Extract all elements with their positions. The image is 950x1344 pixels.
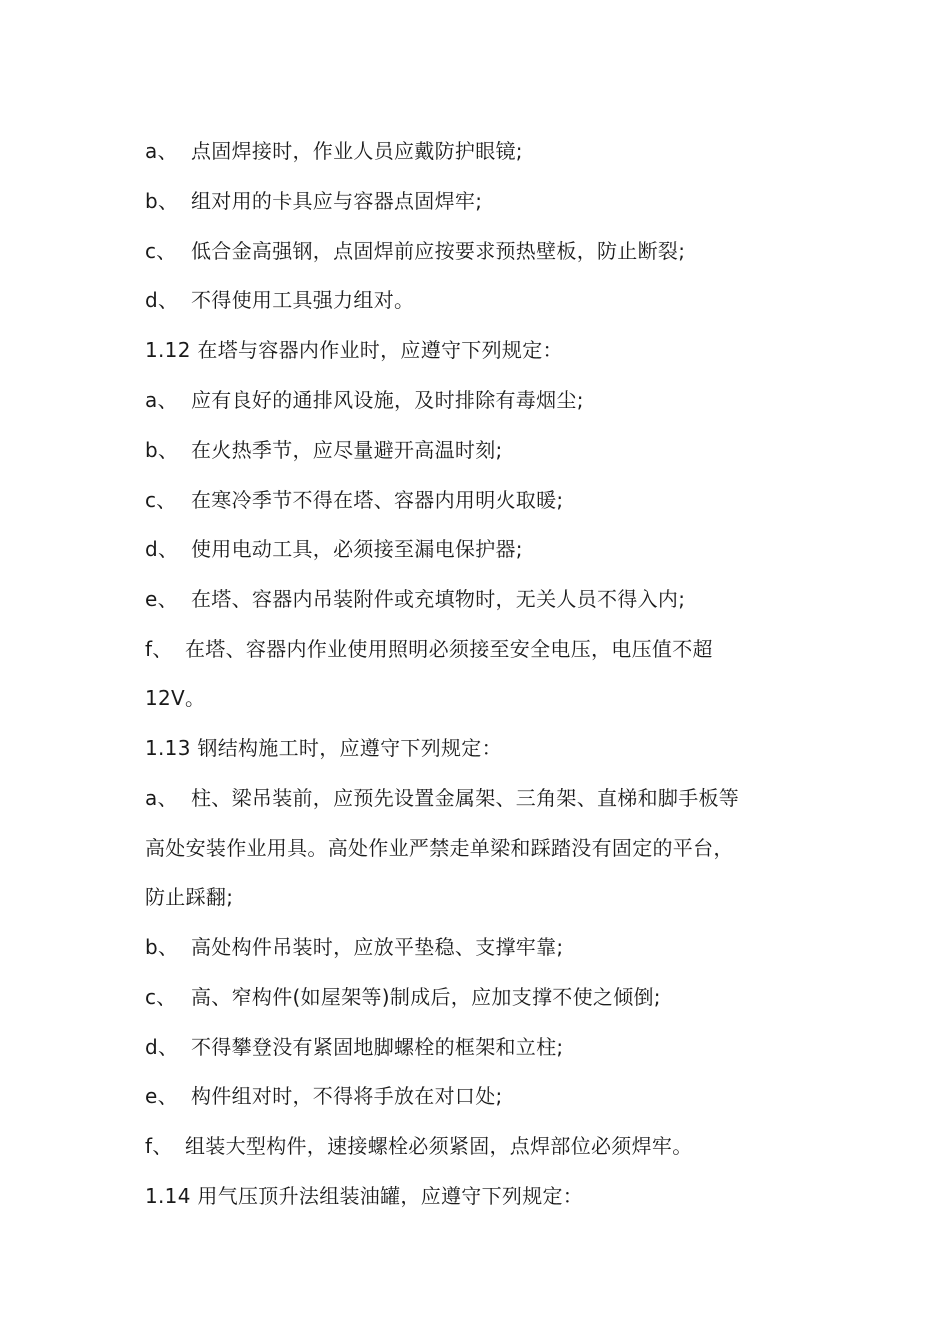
list-marker: f、 bbox=[145, 1134, 173, 1158]
continuation-text: 12V。 bbox=[145, 686, 206, 710]
list-marker: d、 bbox=[145, 288, 179, 312]
continuation-line bbox=[145, 834, 825, 862]
list-item-text: 不得使用工具强力组对。 bbox=[191, 288, 415, 312]
list-marker: d、 bbox=[145, 537, 179, 561]
section-heading-text: 1.14 用气压顶升法组装油罐，应遵守下列规定： bbox=[145, 1184, 584, 1208]
list-marker: c、 bbox=[145, 985, 177, 1009]
list-item-text: 在塔、容器内作业使用照明必须接至安全电压，电压值不超 bbox=[185, 637, 713, 661]
list-item bbox=[145, 436, 825, 464]
list-item bbox=[145, 983, 825, 1011]
list-item-text: 构件组对时，不得将手放在对口处; bbox=[191, 1084, 503, 1108]
list-item-text: 高、窄构件(如屋架等)制成后，应加支撑不使之倾倒; bbox=[191, 985, 661, 1009]
list-item bbox=[145, 784, 825, 812]
list-item-text: 在塔、容器内吊装附件或充填物时，无关人员不得入内; bbox=[191, 587, 686, 611]
list-item-text: 应有良好的通排风设施，及时排除有毒烟尘; bbox=[191, 388, 584, 412]
list-marker: d、 bbox=[145, 1035, 179, 1059]
list-item bbox=[145, 1132, 825, 1160]
list-item bbox=[145, 486, 825, 514]
section-heading bbox=[145, 1182, 825, 1210]
list-marker: a、 bbox=[145, 139, 178, 163]
list-item bbox=[145, 933, 825, 961]
list-marker: c、 bbox=[145, 239, 177, 263]
list-item-text: 使用电动工具，必须接至漏电保护器; bbox=[191, 537, 523, 561]
list-marker: b、 bbox=[145, 935, 179, 959]
continuation-line bbox=[145, 684, 825, 712]
list-item bbox=[145, 585, 825, 613]
list-item-text: 组对用的卡具应与容器点固焊牢; bbox=[191, 189, 483, 213]
list-item-text: 组装大型构件，速接螺栓必须紧固，点焊部位必须焊牢。 bbox=[185, 1134, 693, 1158]
section-heading bbox=[145, 734, 825, 762]
list-item bbox=[145, 635, 825, 663]
list-item-text: 在寒冷季节不得在塔、容器内用明火取暖; bbox=[191, 488, 564, 512]
continuation-text: 防止踩翻; bbox=[145, 885, 234, 909]
list-item bbox=[145, 137, 825, 165]
list-marker: f、 bbox=[145, 637, 173, 661]
list-marker: b、 bbox=[145, 438, 179, 462]
list-marker: e、 bbox=[145, 587, 178, 611]
list-marker: a、 bbox=[145, 786, 178, 810]
list-item-text: 柱、梁吊装前，应预先设置金属架、三角架、直梯和脚手板等 bbox=[191, 786, 740, 810]
list-marker: b、 bbox=[145, 189, 179, 213]
continuation-text: 高处安装作业用具。高处作业严禁走单梁和踩踏没有固定的平台， bbox=[145, 836, 734, 860]
section-heading-text: 1.13 钢结构施工时，应遵守下列规定： bbox=[145, 736, 502, 760]
section-heading bbox=[145, 336, 825, 364]
list-item bbox=[145, 1082, 825, 1110]
list-item bbox=[145, 535, 825, 563]
list-item bbox=[145, 237, 825, 265]
list-item-text: 低合金高强钢，点固焊前应按要求预热壁板，防止断裂; bbox=[191, 239, 686, 263]
list-item bbox=[145, 286, 825, 314]
section-heading-text: 1.12 在塔与容器内作业时，应遵守下列规定： bbox=[145, 338, 563, 362]
list-marker: e、 bbox=[145, 1084, 178, 1108]
list-item bbox=[145, 1033, 825, 1061]
list-item bbox=[145, 386, 825, 414]
list-item-text: 点固焊接时，作业人员应戴防护眼镜; bbox=[191, 139, 523, 163]
list-marker: c、 bbox=[145, 488, 177, 512]
list-item-text: 不得攀登没有紧固地脚螺栓的框架和立柱; bbox=[191, 1035, 564, 1059]
list-marker: a、 bbox=[145, 388, 178, 412]
list-item-text: 在火热季节，应尽量避开高温时刻; bbox=[191, 438, 503, 462]
list-item bbox=[145, 187, 825, 215]
list-item-text: 高处构件吊装时，应放平垫稳、支撑牢靠; bbox=[191, 935, 564, 959]
continuation-line bbox=[145, 883, 825, 911]
